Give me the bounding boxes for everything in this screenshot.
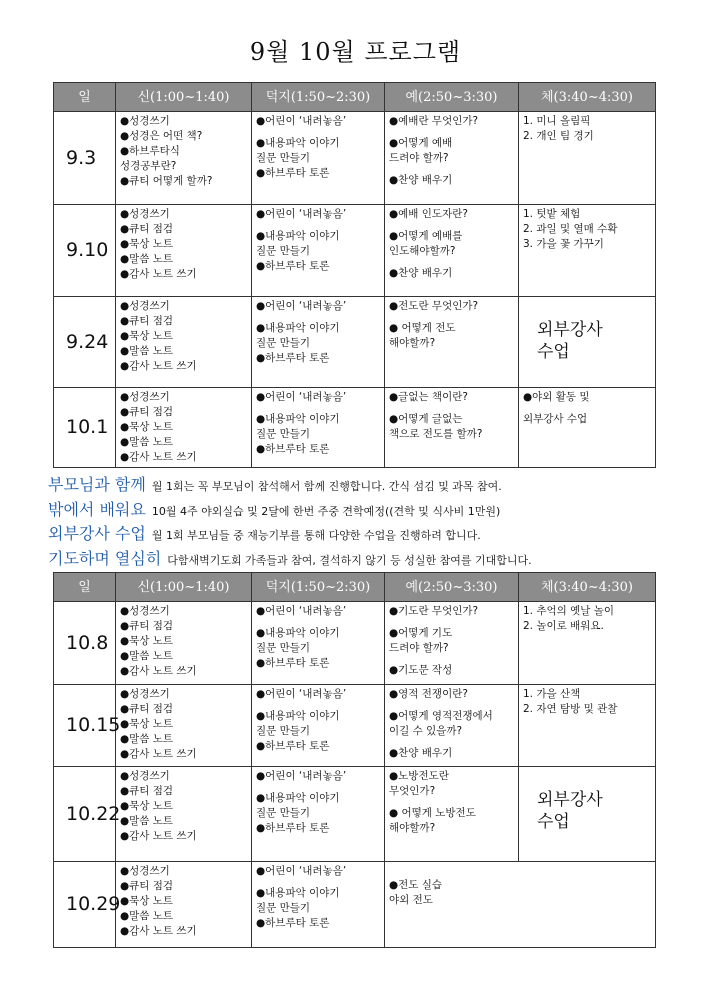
cell-line: ●글없는 책이란? xyxy=(389,391,468,403)
cell-line: ●어린이 ‘내려놓음’ xyxy=(256,865,347,877)
cell-line: ●하브루타 토론 xyxy=(256,260,330,272)
session-date: 10.8 xyxy=(54,602,116,685)
cell-line: ●내용파악 이야기 xyxy=(256,710,340,722)
spacer xyxy=(256,314,380,321)
table-row xyxy=(54,767,656,862)
cell-line: ●감사 노트 쓰기 xyxy=(120,451,197,463)
cell-deokji xyxy=(252,388,385,468)
spacer xyxy=(389,314,514,321)
cell-line: ●어린이 ‘내려놓음’ xyxy=(256,391,347,403)
column-header: 신(1:00~1:40) xyxy=(116,573,252,602)
note-text: 월 1회는 꼭 부모님이 참석해서 함께 진행합니다. 간식 섬김 및 과목 참여. xyxy=(151,480,502,493)
cell-line: ●성경쓰기 xyxy=(120,391,170,403)
cell-line: 이길 수 있을까? xyxy=(389,725,463,737)
cell-line: ●야외 활동 및 xyxy=(523,391,590,403)
notes-section xyxy=(48,474,668,572)
cell-line: 질문 만들기 xyxy=(256,152,311,164)
cell-sin xyxy=(116,767,252,862)
cell-deokji xyxy=(252,112,385,205)
cell-line: ●큐티 점검 xyxy=(120,620,174,632)
cell-line: ●성경쓰기 xyxy=(120,115,170,127)
cell-line: ●성경쓰기 xyxy=(120,208,170,220)
cell-line: ●내용파악 이야기 xyxy=(256,322,340,334)
cell-sin xyxy=(116,862,252,948)
cell-line: ●영적 전쟁이란? xyxy=(389,688,468,700)
cell-line: 질문 만들기 xyxy=(256,642,311,654)
note-heading: 외부강사 수업 xyxy=(48,524,146,543)
cell-sin xyxy=(116,602,252,685)
cell-line: ●감사 노트 쓰기 xyxy=(120,665,197,677)
cell-line: ●전도 실습 xyxy=(389,879,443,891)
cell-line: ●말씀 노트 xyxy=(120,253,174,265)
cell-line: ●묵상 노트 xyxy=(120,238,174,250)
cell-line: 성경공부란? xyxy=(120,160,177,172)
table-row xyxy=(54,388,656,468)
session-date: 10.15 xyxy=(54,685,116,767)
session-date: 10.29 xyxy=(54,862,116,948)
cell-line: ●어린이 ‘내려놓음’ xyxy=(256,770,347,782)
cell-line: 1. 텃밭 체험 xyxy=(523,208,581,220)
cell-line: ●말씀 노트 xyxy=(120,815,174,827)
cell-line: ●하브루타 토론 xyxy=(256,352,330,364)
column-header: 일 xyxy=(54,573,116,602)
cell-line: 질문 만들기 xyxy=(256,337,311,349)
cell-line: ●하브루타 토론 xyxy=(256,443,330,455)
spacer xyxy=(389,619,514,626)
cell-ye xyxy=(385,297,519,388)
cell-line: ●어떻게 기도 xyxy=(389,627,453,639)
cell-deokji xyxy=(252,205,385,297)
column-header: 체(3:40~4:30) xyxy=(519,83,656,112)
cell-line: ●묵상 노트 xyxy=(120,800,174,812)
cell-line: 책으로 전도를 할까? xyxy=(389,428,483,440)
spacer xyxy=(389,656,514,663)
cell-line: 야외 전도 xyxy=(389,894,433,906)
cell-line: ●성경쓰기 xyxy=(120,770,170,782)
cell-line: ●말씀 노트 xyxy=(120,910,174,922)
cell-line: 1. 가을 산책 xyxy=(523,688,581,700)
spacer xyxy=(523,405,651,412)
note-row xyxy=(48,474,668,499)
table-row xyxy=(54,112,656,205)
cell-line: ●내용파악 이야기 xyxy=(256,413,340,425)
cell-line: ●큐티 점검 xyxy=(120,880,174,892)
spacer xyxy=(256,619,380,626)
column-header: 덕지(1:50~2:30) xyxy=(252,83,385,112)
spacer xyxy=(389,222,514,229)
cell-line: 외부강사 xyxy=(537,320,603,340)
cell-ye xyxy=(385,767,519,862)
cell-line: 질문 만들기 xyxy=(256,428,311,440)
cell-line: 수업 xyxy=(537,342,570,362)
cell-ye xyxy=(385,602,519,685)
spacer xyxy=(389,864,651,871)
spacer xyxy=(389,259,514,266)
cell-line: ●큐티 점검 xyxy=(120,315,174,327)
spacer xyxy=(256,702,380,709)
session-date: 9.24 xyxy=(54,297,116,388)
cell-line: 1. 미니 올림픽 xyxy=(523,115,591,127)
table-row xyxy=(54,862,656,948)
cell-line: ●노방전도란 xyxy=(389,770,449,782)
cell-line: ●예배란 무엇인가? xyxy=(389,115,479,127)
note-row xyxy=(48,548,668,573)
cell-line: ●찬양 배우기 xyxy=(389,747,453,759)
spacer xyxy=(256,405,380,412)
cell-line: 2. 개인 팀 경기 xyxy=(523,130,594,142)
note-heading: 밖에서 배워요 xyxy=(48,499,146,519)
spacer xyxy=(256,879,380,886)
cell-deokji xyxy=(252,685,385,767)
cell-line: 수업 xyxy=(537,812,570,832)
cell-line: ●묵상 노트 xyxy=(120,421,174,433)
cell-line: ●어린이 ‘내려놓음’ xyxy=(256,605,347,617)
cell-line: ●말씀 노트 xyxy=(120,650,174,662)
cell-line: ●말씀 노트 xyxy=(120,345,174,357)
cell-che xyxy=(519,205,656,297)
cell-sin xyxy=(116,388,252,468)
cell-line: 2. 자연 탐방 및 관찰 xyxy=(523,703,618,715)
spacer xyxy=(389,702,514,709)
cell-ye xyxy=(385,388,519,468)
cell-line: ●예배 인도자란? xyxy=(389,208,468,220)
cell-che xyxy=(519,297,656,388)
cell-line: ●찬양 배우기 xyxy=(389,267,453,279)
cell-che xyxy=(519,767,656,862)
spacer xyxy=(389,129,514,136)
column-header: 일 xyxy=(54,83,116,112)
cell-line: ●내용파악 이야기 xyxy=(256,792,340,804)
cell-line: ●성경쓰기 xyxy=(120,688,170,700)
note-text: 월 1회 부모님들 중 재능기부를 통해 다양한 수업을 진행하려 합니다. xyxy=(151,529,481,542)
cell-line: 2. 놀이로 배워요. xyxy=(523,620,604,632)
column-header: 체(3:40~4:30) xyxy=(519,573,656,602)
note-text: 10월 4주 야외실습 및 2달에 한번 주중 견학예정((견학 및 식사비 1만원) xyxy=(151,504,501,518)
cell-line: 인도해야할까? xyxy=(389,245,456,257)
cell-line: ●감사 노트 쓰기 xyxy=(120,268,197,280)
spacer xyxy=(389,166,514,173)
cell-line: ●하브루타 토론 xyxy=(256,167,330,179)
cell-line: ●하브루타 토론 xyxy=(256,822,330,834)
cell-line: ●묵상 노트 xyxy=(120,718,174,730)
cell-ye xyxy=(385,205,519,297)
schedule-table-september xyxy=(53,82,656,468)
cell-line: ●묵상 노트 xyxy=(120,895,174,907)
spacer xyxy=(256,129,380,136)
cell-line: ●기도란 무엇인가? xyxy=(389,605,479,617)
cell-ye xyxy=(385,685,519,767)
cell-line: 해야할까? xyxy=(389,337,436,349)
note-text: 다함새벽기도회 가족들과 참여, 결석하지 않기 등 성실한 참여를 기대합니다. xyxy=(167,553,532,567)
table-row xyxy=(54,602,656,685)
cell-line: ●전도란 무엇인가? xyxy=(389,300,479,312)
cell-line: ●말씀 노트 xyxy=(120,436,174,448)
cell-sin xyxy=(116,685,252,767)
session-date: 9.3 xyxy=(54,112,116,205)
note-heading: 부모님과 함께 xyxy=(48,475,146,494)
cell-ye xyxy=(385,862,656,948)
table-row xyxy=(54,685,656,767)
cell-line: ●성경쓰기 xyxy=(120,300,170,312)
cell-line: ●내용파악 이야기 xyxy=(256,137,340,149)
cell-line: ●묵상 노트 xyxy=(120,635,174,647)
cell-line: 외부강사 xyxy=(537,790,603,810)
cell-line: ●말씀 노트 xyxy=(120,733,174,745)
table-header-row xyxy=(54,83,656,112)
cell-line: ●어떻게 예배 xyxy=(389,137,453,149)
cell-line: 질문 만들기 xyxy=(256,902,311,914)
cell-line: ●어린이 ‘내려놓음’ xyxy=(256,208,347,220)
cell-line: ●감사 노트 쓰기 xyxy=(120,748,197,760)
cell-line: ●큐티 점검 xyxy=(120,785,174,797)
table-row xyxy=(54,205,656,297)
session-date: 10.22 xyxy=(54,767,116,862)
spacer xyxy=(389,799,514,806)
spacer xyxy=(256,784,380,791)
cell-line: ●찬양 배우기 xyxy=(389,174,453,186)
cell-che xyxy=(519,388,656,468)
cell-line: 질문 만들기 xyxy=(256,807,311,819)
cell-line: ●어린이 ‘내려놓음’ xyxy=(256,115,347,127)
session-date: 10.1 xyxy=(54,388,116,468)
cell-line: 3. 가을 꽃 가꾸기 xyxy=(523,238,604,250)
cell-line: ●큐티 점검 xyxy=(120,223,174,235)
cell-deokji xyxy=(252,602,385,685)
cell-che xyxy=(519,602,656,685)
cell-line: ●어떻게 글없는 xyxy=(389,413,463,425)
cell-line: ●성경쓰기 xyxy=(120,865,170,877)
cell-line: ●어린이 ‘내려놓음’ xyxy=(256,688,347,700)
cell-line: ● 어떻게 노방전도 xyxy=(389,807,476,819)
note-row xyxy=(48,523,668,548)
cell-line: ●성경은 어떤 책? xyxy=(120,130,203,142)
cell-che xyxy=(519,685,656,767)
cell-line: 질문 만들기 xyxy=(256,245,311,257)
cell-deokji xyxy=(252,862,385,948)
cell-deokji xyxy=(252,297,385,388)
cell-line: ●큐티 어떻게 할까? xyxy=(120,175,213,187)
cell-line: ●감사 노트 쓰기 xyxy=(120,925,197,937)
cell-line: 드려야 할까? xyxy=(389,642,449,654)
schedule-table-october xyxy=(53,572,656,948)
cell-line: ● 어떻게 전도 xyxy=(389,322,456,334)
cell-line: ●하브루타 토론 xyxy=(256,657,330,669)
cell-line: ●어린이 ‘내려놓음’ xyxy=(256,300,347,312)
cell-line: 무엇인가? xyxy=(389,785,436,797)
cell-line: ●내용파악 이야기 xyxy=(256,887,340,899)
cell-line: ●하브루타 토론 xyxy=(256,740,330,752)
cell-che xyxy=(519,112,656,205)
cell-line: ●하브루타식 xyxy=(120,145,180,157)
spacer xyxy=(256,222,380,229)
column-header: 예(2:50~3:30) xyxy=(385,83,519,112)
cell-sin xyxy=(116,112,252,205)
cell-line: 질문 만들기 xyxy=(256,725,311,737)
note-row xyxy=(48,499,668,524)
session-date: 9.10 xyxy=(54,205,116,297)
cell-line: ●하브루타 토론 xyxy=(256,917,330,929)
cell-line: ●큐티 점검 xyxy=(120,406,174,418)
cell-line: ●성경쓰기 xyxy=(120,605,170,617)
cell-line: 해야할까? xyxy=(389,822,436,834)
spacer xyxy=(389,871,651,878)
cell-deokji xyxy=(252,767,385,862)
cell-line: ●어떻게 영적전쟁에서 xyxy=(389,710,493,722)
column-header: 덕지(1:50~2:30) xyxy=(252,573,385,602)
note-heading: 기도하며 열심히 xyxy=(48,548,162,568)
cell-line: 2. 과일 및 열매 수확 xyxy=(523,223,618,235)
cell-sin xyxy=(116,297,252,388)
cell-line: ●어떻게 예배를 xyxy=(389,230,463,242)
table-header-row xyxy=(54,573,656,602)
cell-line: ●묵상 노트 xyxy=(120,330,174,342)
table-row xyxy=(54,297,656,388)
cell-line: ●내용파악 이야기 xyxy=(256,627,340,639)
cell-line: 1. 추억의 옛날 놀이 xyxy=(523,605,615,617)
cell-sin xyxy=(116,205,252,297)
cell-line: 드려야 할까? xyxy=(389,152,449,164)
column-header: 신(1:00~1:40) xyxy=(116,83,252,112)
page-title: 9월 10월 프로그램 xyxy=(249,38,462,66)
cell-line: 외부강사 수업 xyxy=(523,413,588,425)
cell-line: ●감사 노트 쓰기 xyxy=(120,830,197,842)
cell-line: ●기도문 작성 xyxy=(389,664,453,676)
spacer xyxy=(389,739,514,746)
spacer xyxy=(389,405,514,412)
column-header: 예(2:50~3:30) xyxy=(385,573,519,602)
cell-line: ●감사 노트 쓰기 xyxy=(120,360,197,372)
cell-line: ●큐티 점검 xyxy=(120,703,174,715)
cell-line: ●내용파악 이야기 xyxy=(256,230,340,242)
cell-ye xyxy=(385,112,519,205)
